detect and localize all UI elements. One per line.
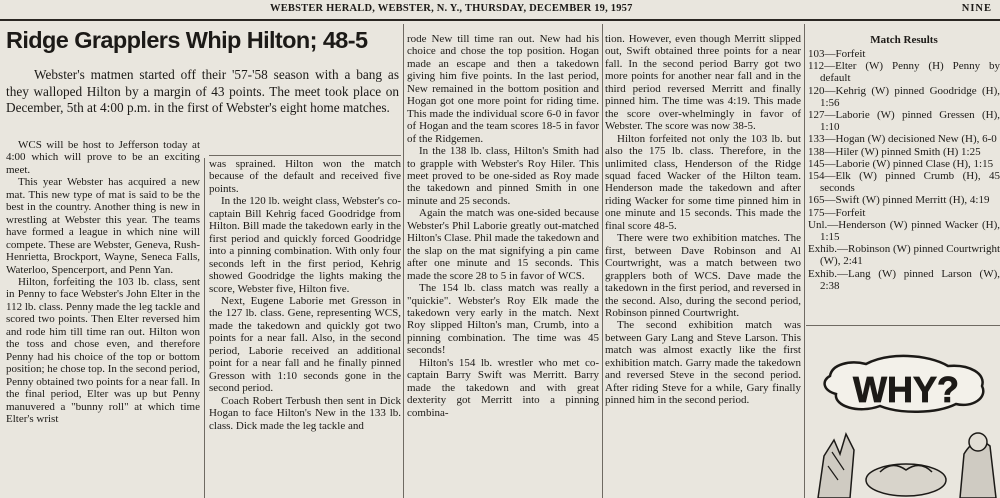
- article-column-3: [407, 33, 599, 498]
- article-deck: [6, 67, 399, 117]
- deck-paragraph: Webster's matmen started off their '57-'58 season with a bang as they walloped Hilton by a margin of 43 points. The meet took place on December, 5th at 4:00 p.m. in the first of Webster's eight home matches.: [6, 67, 399, 115]
- article-paragraph: In the 138 lb. class, Hilton's Smith had to grapple with Webster's Roy Hiler. This meet proved to be one-sided as Roy made the takedown and pinned Smith in one minute and 25 seconds.: [407, 145, 599, 207]
- masthead: [0, 0, 1000, 18]
- article-column-1: [6, 139, 200, 498]
- result-row: Exhib.—Lang (W) pinned Larson (W), 2:38: [808, 267, 1000, 292]
- result-row: 103—Forfeit: [808, 48, 866, 60]
- article-headline: Ridge Grapplers Whip Hilton; 48-5: [6, 27, 368, 53]
- masthead-line: WEBSTER HERALD, WEBSTER, N. Y., THURSDAY, DECEMBER 19, 1957: [270, 3, 633, 14]
- results-divider: [806, 325, 1000, 326]
- masthead-rule: [0, 19, 1000, 21]
- page-number: NINE: [961, 3, 992, 14]
- article-paragraph: This year Webster has acquired a new mat. This new type of mat is said to be the best in the country. Another thing is new in wrestling at Webster this year. The teams have formed a league in which nine will compete. These are Webster, Geneva, Rush-Henrietta, Brockport, Wayne, Seneca Falls, Waterloo, Spencerport, and Penn Yan.: [6, 176, 200, 276]
- result-row: Unl.—Henderson (W) pinned Wacker (H), 1:15: [808, 218, 1000, 244]
- result-row: 127—Laborie (W) pinned Gressen (H), 1:10: [808, 109, 1000, 134]
- article-paragraph: Next, Eugene Laborie met Gresson in the 127 lb. class. Gene, representing WCS, made the takedown and quickly got two points for a near fall. Also, in the second period, Laborie received an additional point for a near fall and he finally pinned Gresson with 1:10 seconds gone in the second period.: [209, 294, 401, 395]
- article-column-2: [209, 158, 401, 498]
- result-row: 175—Forfeit: [808, 206, 866, 219]
- cartoon-head: [969, 433, 987, 451]
- article-paragraph: was sprained. Hilton won the match because of the default and received five points.: [209, 158, 401, 195]
- column-divider: [403, 24, 404, 498]
- why-caption: WHY?: [853, 369, 959, 410]
- article-paragraph: Hilton's 154 lb. wrestler who met co-captain Barry Swift was Merritt. Barry made the takedown and with great dexterity got Merritt into a pinning combina-: [407, 356, 599, 419]
- article-paragraph: Hilton forfeited not only the 103 lb. but also the 175 lb. class. Therefore, in the unlimited class, Henderson of the Ridge squad faced Wacker of the Hilton team. Henderson made the takedown and after riding Wacker for some time pinned him in one minute and 15 seconds. This made the final score 48-5.: [605, 132, 801, 232]
- article-column-4: [605, 33, 801, 498]
- cartoon-crowd: [866, 464, 946, 496]
- result-row: Exhib.—Robinson (W) pinned Courtwright (W), 2:41: [808, 243, 1000, 268]
- article-paragraph: tion. However, even though Merritt slipped out, Swift obtained three points for a near fall. In the second period Barry got two more points for another near fall and in the third period reversed Merritt and finally pinned him. The time was 4:19. This made the score over-whelmingly in favor of Webster. The score was now 38-5.: [605, 33, 801, 133]
- match-results-box: [808, 33, 1000, 292]
- story-divider: [209, 155, 401, 156]
- match-results-title: Match Results: [870, 34, 938, 46]
- article-paragraph: rode New till time ran out. New had his choice and chose the top position. Hogan made an escape and then a takedown giving him five points. In the last period, New remained in the bottom position and Hogan got one more point for riding time. This made the individual score 6-0 in favor of Hogan and the team scores 18-5 in favor of the Ridgemen.: [407, 33, 599, 145]
- article-paragraph: There were two exhibition matches. The first, between Dave Robinson and Al Courtwright, was a match between two grapplers both of WCS. Dave made the takedown in the first period, and reversed in the second. Also, during the second period, Robinson pinned Courtwright.: [605, 232, 801, 319]
- article-paragraph: Coach Robert Terbush then sent in Dick Hogan to face Hilton's New in the 133 lb. class. Dick made the leg tackle and: [209, 394, 401, 432]
- why-cartoon: [810, 330, 1000, 498]
- result-row: 165—Swift (W) pinned Merritt (H), 4:19: [808, 194, 990, 207]
- column-divider: [602, 24, 603, 498]
- result-row: 112—Elter (W) Penny (H) Penny by default: [808, 60, 1000, 85]
- result-row: 120—Kehrig (W) pinned Goodridge (H), 1:56: [808, 84, 1000, 109]
- article-paragraph: The 154 lb. class match was really a "quickie". Webster's Roy Elk made the takedown very early in the match. Next Roy slipped Hilton's man, Crumb, into a pinning combination. The time was 45 seconds!: [407, 282, 599, 357]
- result-row: 154—Elk (W) pinned Crumb (H), 45 seconds: [808, 170, 1000, 195]
- article-paragraph: Again the match was one-sided because Webster's Phil Laborie greatly out-matched Hilton's Clase. Phil made the takedown and the slap on the mat signifying a pin came after one minute and 15 seconds. This made the score 28 to 5 in favor of WCS.: [407, 207, 599, 282]
- article-paragraph: Hilton, forfeiting the 103 lb. class, sent in Penny to face Webster's John Elter in the 112 lb. class. Penny made the leg tackle and scored two points. Then Elter reversed him and rode him till time ran out. Hilton won the toss and chose even, and therefore Penny had his choice of the top or bottom position; he chose top. In the second period, Penny obtained two points for a near fall. In the final period, Elter was up but Penny manuvered a "bunny roll" at which time Elter's wrist: [6, 275, 200, 425]
- article-paragraph: In the 120 lb. weight class, Webster's co-captain Bill Kehrig faced Goodridge from Hilton. Bill made the takedown early in the first period and quickly forced Goodridge into a pinning combination. With only four seconds left in the first period, Kehrig showed Goodridge the lights making the score, Webster five, Hilton five.: [209, 195, 401, 295]
- column-divider: [804, 24, 805, 498]
- result-row: 145—Laborie (W) pinned Clase (H), 1:15: [808, 157, 994, 170]
- result-row: 138—Hiler (W) pinned Smith (H) 1:25: [808, 145, 981, 158]
- column-divider: [204, 158, 205, 498]
- cartoon-figure-left: [818, 434, 854, 498]
- result-row: 133—Hogan (W) decisioned New (H), 6-0: [808, 133, 997, 146]
- article-paragraph: The second exhibition match was between Gary Lang and Steve Larson. This match was almost exactly like the first exhibition match. Garry made the takedown and reversed Steve in the second period. After riding Steve for a while, Gary finally pinned him in the second period.: [605, 319, 801, 407]
- cartoon-illustration: [810, 330, 1000, 498]
- article-paragraph: WCS will be host to Jefferson today at 4:00 which will prove to be an exciting meet.: [6, 139, 200, 176]
